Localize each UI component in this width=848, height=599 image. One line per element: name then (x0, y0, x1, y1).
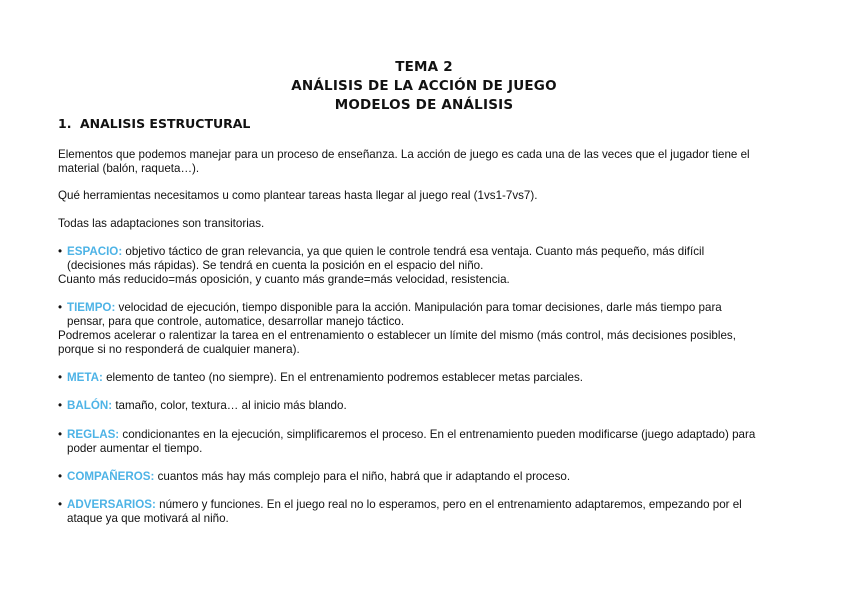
list-item-espacio (58, 245, 798, 273)
reglas-text-line-2: poder aumentar el tiempo. (67, 442, 203, 455)
paragraph-tools: Qué herramientas necesitamos u como plantear tareas hasta llegar al juego real (1vs1-7vs7). (58, 189, 538, 202)
bullet-dot: • (58, 245, 63, 258)
tiempo-text-line-1: velocidad de ejecución, tiempo disponible para la acción. Manipulación para tomar decisiones, darle más tiempo para (115, 301, 722, 314)
section-number: 1. (58, 116, 72, 131)
adversarios-text-line-2: ataque ya que motivará al niño. (67, 512, 229, 525)
bullet-dot: • (58, 498, 63, 511)
bullet-dot: • (58, 399, 63, 412)
reglas-text-line-1: condicionantes en la ejecución, simplificaremos el proceso. En el entrenamiento pueden modificarse (juego adaptado) para (119, 428, 756, 441)
list-item-reglas (58, 428, 798, 456)
tiempo-note (58, 329, 788, 357)
paragraph-adaptations: Todas las adaptaciones son transitorias. (58, 217, 265, 230)
keyword-balon: BALÓN: (67, 399, 113, 412)
espacio-text-line-1: objetivo táctico de gran relevancia, ya que quien le controle tendrá esa ventaja. Cuanto más pequeño, más difícil (122, 245, 705, 258)
espacio-text-line-2: (decisiones más rápidas). Se tendrá en cuenta la posición en el espacio del niño. (67, 259, 484, 272)
title-line-2: ANÁLISIS DE LA ACCIÓN DE JUEGO (291, 78, 557, 94)
paragraph-intro-line-2: material (balón, raqueta…). (58, 162, 200, 175)
companeros-text-line-1: cuantos más hay más complejo para el niño, habrá que ir adaptando el proceso. (154, 470, 571, 483)
keyword-companeros: COMPAÑEROS: (67, 470, 155, 483)
section-heading (58, 116, 250, 131)
adversarios-text-line-1: número y funciones. En el juego real no lo esperamos, pero en el entrenamiento adaptaremos, empezando por el (155, 498, 742, 511)
keyword-meta: META: (67, 371, 103, 384)
bullet-dot: • (58, 371, 63, 384)
title-line-3: MODELOS DE ANÁLISIS (334, 97, 514, 113)
bullet-dot: • (58, 428, 63, 441)
keyword-reglas: REGLAS: (67, 428, 120, 441)
balon-text-line-1: tamaño, color, textura… al inicio más blando. (112, 399, 347, 412)
list-item-adversarios (58, 498, 798, 526)
list-item-balon (58, 399, 798, 413)
list-item-tiempo (58, 301, 798, 329)
document-title (0, 58, 848, 115)
title-line-1: TEMA 2 (395, 59, 453, 75)
tiempo-note-line-1: Podremos acelerar o ralentizar la tarea en el entrenamiento o establecer un límite del mismo (más control, más decisiones posibles, (58, 329, 736, 342)
keyword-adversarios: ADVERSARIOS: (67, 498, 156, 511)
paragraph-intro (58, 148, 788, 176)
keyword-espacio: ESPACIO: (67, 245, 123, 258)
tiempo-text-line-2: pensar, para que controle, automatice, desarrollar manejo táctico. (67, 315, 405, 328)
meta-text-line-1: elemento de tanteo (no siempre). En el entrenamiento podremos establecer metas parciales. (102, 371, 583, 384)
keyword-tiempo: TIEMPO: (67, 301, 116, 314)
tiempo-note-line-2: porque si no responderá de cualquier manera). (58, 343, 300, 356)
espacio-note: Cuanto más reducido=más oposición, y cuanto más grande=más velocidad, resistencia. (58, 273, 510, 286)
section-label: ANALISIS ESTRUCTURAL (80, 116, 251, 131)
paragraph-intro-line-1: Elementos que podemos manejar para un proceso de enseñanza. La acción de juego es cada una de las veces que el jugador tiene el (58, 148, 750, 161)
bullet-dot: • (58, 301, 63, 314)
list-item-companeros (58, 470, 798, 484)
list-item-meta (58, 371, 798, 385)
bullet-dot: • (58, 470, 63, 483)
